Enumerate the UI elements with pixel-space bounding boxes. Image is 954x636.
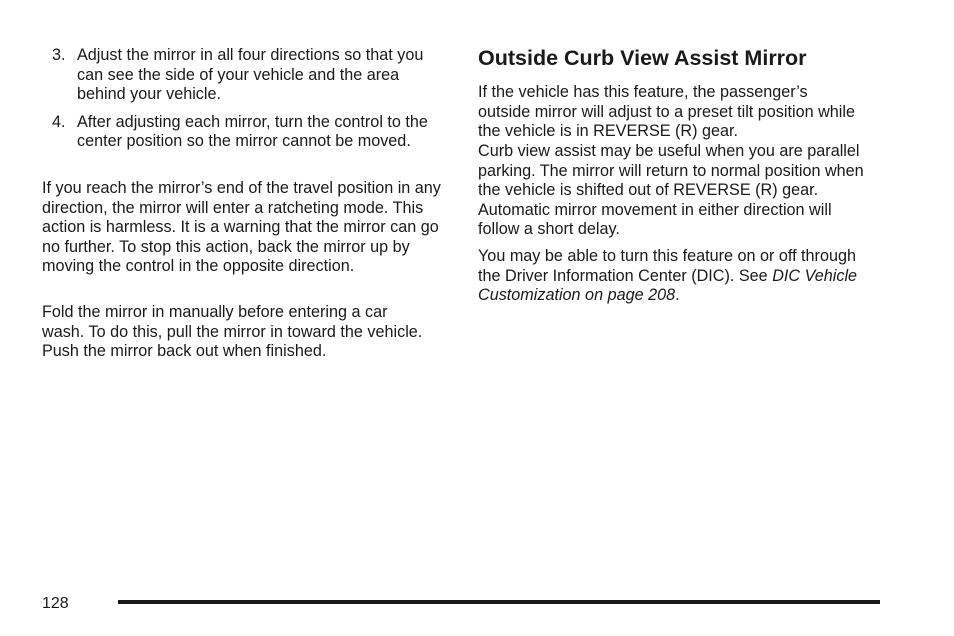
feature-paragraph: If the vehicle has this feature, the passenger’s outside mirror will adjust to a preset tilt position while the vehicle is in REVERSE (R) gear.: [478, 83, 855, 140]
fold-paragraph: Fold the mirror in manually before entering a car wash. To do this, pull the mirror in toward the vehicle. Push the mirror back out when finished.: [42, 303, 423, 360]
section-heading: Outside Curb View Assist Mirror: [478, 46, 807, 70]
dic-cross-reference: DIC Vehicle Customization on page 208: [478, 266, 858, 304]
dic-suffix-text: .: [675, 286, 680, 304]
step-text: After adjusting each mirror, turn the control to the center position so the mirror cannot be moved.: [77, 112, 428, 150]
page-number: 128: [42, 595, 69, 612]
step-item: [52, 46, 442, 105]
step-number: 3.: [52, 46, 66, 64]
assist-paragraph: Curb view assist may be useful when you are parallel parking. The mirror will return to normal position when the vehicle is shifted out of REVERSE (R) gear. Automatic mirror movement in either direction will follow a short delay.: [478, 142, 864, 238]
dic-paragraph: [478, 247, 858, 306]
step-text: Adjust the mirror in all four directions so that you can see the side of your vehicle and the area behind your vehicle.: [77, 46, 424, 103]
footer-rule: [118, 600, 880, 604]
step-number: 4.: [52, 112, 66, 131]
ratchet-paragraph: If you reach the mirror’s end of the travel position in any direction, the mirror will enter a ratcheting mode. This action is harmless. It is a warning that the mirror can go no further. To stop this action, back the mirror up by moving the control in the opposite direction.: [42, 179, 441, 275]
step-item: [52, 113, 442, 152]
numbered-steps: [52, 46, 442, 160]
dic-prefix-text: You may be able to turn this feature on or off through the Driver Information Center (DIC). See: [478, 247, 856, 285]
